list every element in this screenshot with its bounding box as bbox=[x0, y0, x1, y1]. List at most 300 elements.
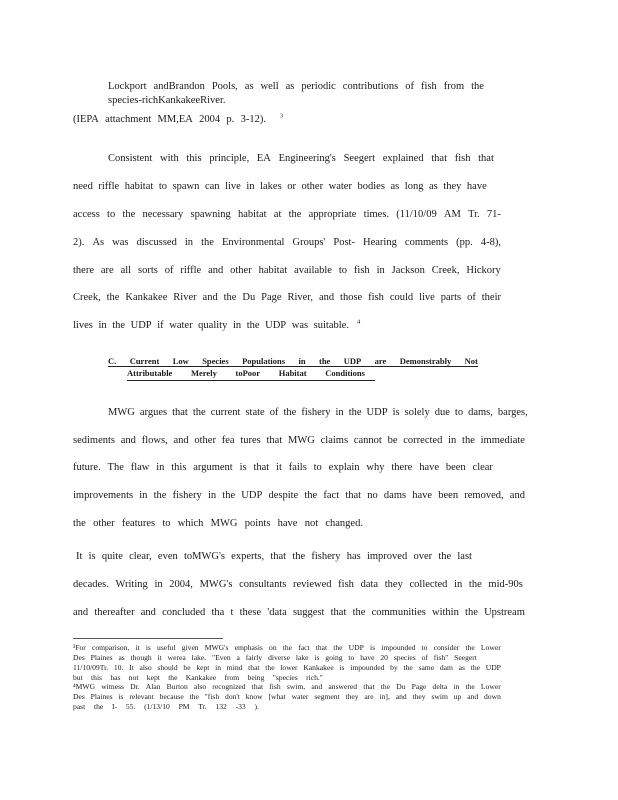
footnote-line bbox=[73, 643, 501, 652]
word: of bbox=[421, 653, 428, 662]
word: fish bbox=[338, 579, 354, 590]
word: is bbox=[88, 551, 96, 562]
text-line bbox=[108, 94, 484, 108]
word: cannot bbox=[353, 435, 382, 446]
word: "fish bbox=[204, 692, 220, 701]
word: at bbox=[273, 209, 282, 220]
word: toMWG's bbox=[183, 551, 225, 562]
word: the bbox=[465, 643, 475, 652]
word: that bbox=[251, 682, 264, 691]
word: other bbox=[194, 435, 216, 446]
word: EA bbox=[256, 153, 271, 164]
word: the bbox=[319, 356, 331, 366]
word: fishery bbox=[172, 490, 202, 501]
word: need bbox=[73, 181, 93, 192]
word: It bbox=[129, 663, 134, 672]
word: to bbox=[107, 209, 116, 220]
word: witness bbox=[101, 682, 124, 691]
word: Merely bbox=[191, 368, 217, 378]
word: fairly bbox=[245, 653, 263, 662]
word: appropriate bbox=[308, 209, 357, 220]
word: Du bbox=[242, 292, 256, 303]
footnote-line bbox=[73, 702, 259, 711]
word: 55. bbox=[125, 702, 136, 711]
word: kept bbox=[146, 673, 160, 682]
text-line bbox=[73, 606, 525, 620]
word: the bbox=[112, 320, 126, 331]
word: in bbox=[335, 407, 344, 418]
word: are bbox=[100, 265, 114, 276]
word: The bbox=[107, 462, 124, 473]
word: in bbox=[154, 579, 163, 590]
word: Populations bbox=[242, 356, 286, 366]
word: current bbox=[210, 407, 241, 418]
word: clear bbox=[472, 462, 493, 473]
word: the bbox=[333, 643, 343, 652]
word: MWG bbox=[288, 435, 315, 446]
word: and bbox=[173, 435, 189, 446]
word: which bbox=[177, 518, 204, 529]
word: fact bbox=[298, 643, 310, 652]
word: Upstream bbox=[484, 607, 525, 618]
word: MM,EA bbox=[157, 114, 193, 125]
word: this bbox=[186, 153, 202, 164]
word: the bbox=[438, 551, 452, 562]
word: and bbox=[509, 490, 525, 501]
heading-underline bbox=[127, 380, 375, 381]
word: in bbox=[448, 435, 457, 446]
word: the bbox=[470, 663, 480, 672]
word: sediments bbox=[73, 435, 115, 446]
word: mind bbox=[226, 663, 243, 672]
word: been bbox=[445, 462, 466, 473]
word: 20 bbox=[380, 653, 388, 662]
word: the bbox=[246, 320, 260, 331]
word: quality bbox=[198, 320, 228, 331]
word: fish bbox=[454, 153, 471, 164]
word: fishery bbox=[311, 551, 341, 562]
word: have bbox=[419, 462, 440, 473]
word: and bbox=[318, 292, 335, 303]
word: be bbox=[387, 435, 398, 446]
word: to bbox=[338, 265, 348, 276]
word: flows, bbox=[141, 435, 168, 446]
word: Tr. bbox=[198, 702, 207, 711]
word: explain bbox=[328, 462, 360, 473]
word: this bbox=[91, 673, 103, 682]
word: - bbox=[138, 95, 142, 106]
word: MWG's bbox=[204, 643, 229, 652]
word: Engineering's bbox=[278, 153, 336, 164]
word: the bbox=[471, 81, 484, 92]
text-line bbox=[108, 80, 484, 94]
word: the bbox=[222, 490, 236, 501]
word: Environmental bbox=[222, 237, 285, 248]
word: Conditions bbox=[325, 368, 365, 378]
text-line bbox=[73, 578, 523, 592]
word: Plaines bbox=[90, 653, 113, 662]
word: is bbox=[145, 643, 151, 652]
word: due bbox=[434, 407, 450, 418]
word: is bbox=[314, 653, 320, 662]
word: riffle bbox=[98, 181, 120, 192]
text-line bbox=[73, 291, 501, 305]
word: that bbox=[345, 490, 362, 501]
word: know bbox=[245, 692, 263, 701]
word: 71- bbox=[486, 209, 501, 220]
word: of bbox=[164, 265, 174, 276]
word: MWG bbox=[108, 407, 135, 418]
word: Kankakee bbox=[303, 663, 334, 672]
word: up bbox=[453, 692, 462, 701]
word: the bbox=[282, 643, 293, 652]
word: UDP bbox=[343, 356, 362, 366]
word: and bbox=[140, 607, 156, 618]
word: suitable. bbox=[313, 320, 349, 331]
word: Seegert bbox=[343, 153, 376, 164]
word: of bbox=[269, 407, 279, 418]
word: as bbox=[458, 663, 465, 672]
word: suggest bbox=[292, 607, 325, 618]
word: is bbox=[370, 643, 376, 652]
word: in bbox=[98, 320, 107, 331]
word: by bbox=[390, 663, 398, 672]
heading-line bbox=[108, 367, 365, 379]
word: going bbox=[325, 653, 343, 662]
word: segment bbox=[314, 692, 340, 701]
word: UDP bbox=[366, 407, 388, 418]
word: the bbox=[73, 518, 86, 529]
word: been bbox=[438, 490, 459, 501]
word: explained bbox=[382, 153, 424, 164]
word: within bbox=[432, 607, 459, 618]
word: on bbox=[269, 643, 277, 652]
word: riffle bbox=[180, 265, 202, 276]
word: barges, bbox=[497, 407, 528, 418]
word: clear, bbox=[129, 551, 152, 562]
word: immediate bbox=[480, 435, 525, 446]
word: from bbox=[224, 673, 240, 682]
word: and bbox=[467, 692, 479, 701]
word: Groups' bbox=[292, 237, 326, 248]
word: Lower bbox=[480, 643, 501, 652]
word: changed. bbox=[325, 518, 363, 529]
word: Lower bbox=[480, 682, 501, 691]
word: down bbox=[484, 692, 501, 701]
word: Burton bbox=[166, 682, 188, 691]
word: tures bbox=[240, 435, 261, 446]
word: delta bbox=[432, 682, 448, 691]
word: 11/10/09Tr. bbox=[73, 663, 109, 672]
word: andBrandon bbox=[153, 81, 205, 92]
word: of bbox=[467, 292, 476, 303]
word: Pools, bbox=[211, 81, 238, 92]
word: UDP bbox=[265, 320, 287, 331]
word: also bbox=[193, 682, 207, 691]
word: emphasis bbox=[234, 643, 263, 652]
word: is bbox=[339, 663, 345, 672]
word: Seegert bbox=[454, 653, 477, 662]
word: habitat bbox=[124, 181, 154, 192]
citation-line bbox=[73, 113, 293, 127]
word: lower bbox=[280, 663, 298, 672]
word: to bbox=[313, 462, 322, 473]
word: lakes bbox=[260, 181, 282, 192]
word: Plaines bbox=[90, 692, 113, 701]
word: answered bbox=[328, 682, 358, 691]
word: MWG bbox=[210, 518, 238, 529]
word: in bbox=[298, 356, 306, 366]
word: ). bbox=[254, 702, 259, 711]
word: they bbox=[384, 579, 403, 590]
word: Dr. bbox=[130, 682, 140, 691]
word: communities bbox=[371, 607, 426, 618]
word: dam bbox=[439, 663, 453, 672]
word: other bbox=[301, 181, 324, 192]
word: because bbox=[159, 692, 184, 701]
word: they bbox=[412, 692, 426, 701]
text-line bbox=[73, 434, 525, 448]
word: [what bbox=[268, 692, 286, 701]
word: principle, bbox=[209, 153, 250, 164]
word: Tr. bbox=[468, 209, 480, 220]
word: fish bbox=[353, 265, 370, 276]
word: (pp. bbox=[456, 237, 473, 248]
word: the bbox=[168, 673, 178, 682]
text-line bbox=[73, 319, 373, 333]
word: the bbox=[265, 663, 275, 672]
word: the bbox=[201, 237, 214, 248]
word: it bbox=[157, 653, 162, 662]
word: there bbox=[73, 265, 94, 276]
word: 132 bbox=[215, 702, 227, 711]
word: as bbox=[390, 181, 400, 192]
word: parts bbox=[440, 292, 462, 303]
word: claims bbox=[320, 435, 349, 446]
word: mid-90s bbox=[488, 579, 523, 590]
word: being bbox=[247, 673, 265, 682]
word: Kankakee bbox=[125, 292, 168, 303]
word: quite bbox=[101, 551, 123, 562]
word: but bbox=[73, 673, 83, 682]
word: Habitat bbox=[278, 368, 307, 378]
word: River, bbox=[287, 292, 314, 303]
word: future. bbox=[73, 462, 101, 473]
word: in bbox=[215, 663, 222, 672]
word: a bbox=[236, 653, 240, 662]
word: those bbox=[340, 292, 363, 303]
word: UDP bbox=[241, 490, 263, 501]
word: given bbox=[181, 643, 199, 652]
word: "species bbox=[272, 673, 298, 682]
word: fea bbox=[221, 435, 235, 446]
word: can bbox=[204, 181, 220, 192]
footnote-line bbox=[73, 673, 323, 682]
word: other bbox=[93, 518, 115, 529]
word: in bbox=[207, 490, 217, 501]
word: long bbox=[404, 181, 424, 192]
word: UDP bbox=[130, 320, 152, 331]
word: in bbox=[232, 320, 242, 331]
word: they bbox=[443, 181, 462, 192]
word: state bbox=[245, 407, 265, 418]
word: to bbox=[162, 518, 171, 529]
word: other bbox=[230, 265, 252, 276]
word: water bbox=[328, 181, 352, 192]
word: fish bbox=[420, 81, 437, 92]
text-line bbox=[73, 180, 487, 194]
word: toPoor bbox=[235, 368, 261, 378]
word: that bbox=[253, 462, 270, 473]
word: kept bbox=[196, 663, 210, 672]
word: periodic bbox=[301, 81, 336, 92]
word: over bbox=[413, 551, 433, 562]
word: fails bbox=[288, 462, 307, 473]
word: Page bbox=[261, 292, 282, 303]
word: has bbox=[346, 551, 361, 562]
word: the bbox=[192, 407, 206, 418]
word: (IEPA bbox=[73, 114, 99, 125]
word: despite bbox=[268, 490, 299, 501]
word: improvements bbox=[73, 490, 134, 501]
text-line bbox=[108, 152, 494, 166]
word: could bbox=[389, 292, 414, 303]
word: Alan bbox=[145, 682, 161, 691]
word: consider bbox=[433, 643, 460, 652]
word: that bbox=[248, 663, 260, 672]
word: are bbox=[374, 356, 387, 366]
word: in], bbox=[379, 692, 390, 701]
word: impounded bbox=[350, 663, 385, 672]
word: Demonstrably bbox=[399, 356, 452, 366]
word: fish bbox=[269, 682, 281, 691]
word: the bbox=[153, 490, 167, 501]
word: UDP bbox=[485, 663, 501, 672]
word: impounded bbox=[381, 643, 416, 652]
word: Kankakee bbox=[185, 673, 217, 682]
word: comments bbox=[404, 237, 449, 248]
word: swim, bbox=[286, 682, 306, 691]
word: as bbox=[118, 653, 125, 662]
word: Creek, bbox=[431, 265, 460, 276]
word: is bbox=[392, 407, 400, 418]
word: data bbox=[360, 579, 379, 590]
word: recognized bbox=[212, 682, 246, 691]
word: Des bbox=[73, 692, 85, 701]
word: these bbox=[239, 607, 262, 618]
word: the bbox=[93, 702, 104, 711]
text-line bbox=[76, 550, 472, 564]
word: not bbox=[304, 518, 319, 529]
word: have bbox=[277, 518, 298, 529]
word: why bbox=[366, 462, 385, 473]
word: solely bbox=[404, 407, 430, 418]
word: It bbox=[76, 551, 83, 562]
word: As bbox=[92, 237, 105, 248]
word: well bbox=[260, 81, 279, 92]
word: in bbox=[139, 490, 148, 501]
word: Low bbox=[172, 356, 189, 366]
text-line bbox=[73, 489, 525, 503]
word: Jackson bbox=[391, 265, 425, 276]
word: reviewed bbox=[293, 579, 332, 590]
word: as bbox=[429, 181, 438, 192]
text-line bbox=[73, 461, 493, 475]
footnote-line bbox=[73, 663, 501, 672]
word: in bbox=[453, 682, 460, 691]
word: Kankakee bbox=[158, 95, 201, 106]
word: Creek, bbox=[73, 292, 101, 303]
word: live bbox=[419, 292, 435, 303]
word: (1/13/10 bbox=[144, 702, 170, 711]
word: UDP bbox=[348, 643, 364, 652]
word: 4-8), bbox=[480, 237, 501, 248]
word: Page bbox=[411, 682, 427, 691]
word: argument bbox=[193, 462, 233, 473]
word: in bbox=[376, 265, 385, 276]
word: Attributable bbox=[127, 368, 173, 378]
word: water bbox=[291, 692, 309, 701]
footnote-ref: 3 bbox=[280, 112, 284, 120]
word: that bbox=[266, 435, 283, 446]
word: River. bbox=[200, 95, 226, 106]
word: werea bbox=[167, 653, 186, 662]
word: p. bbox=[226, 114, 235, 125]
word: 2). bbox=[73, 237, 85, 248]
word: even bbox=[157, 551, 178, 562]
footnote-line bbox=[73, 692, 501, 701]
word: t bbox=[230, 607, 234, 618]
word: Writing bbox=[115, 579, 148, 590]
word: in bbox=[454, 579, 463, 590]
word: and bbox=[395, 692, 407, 701]
word: that bbox=[315, 643, 328, 652]
word: PM bbox=[178, 702, 190, 711]
word: to bbox=[158, 181, 168, 192]
word: comparison, bbox=[91, 643, 130, 652]
text-line bbox=[73, 208, 501, 222]
word: 2004 bbox=[199, 114, 221, 125]
text-line bbox=[73, 517, 363, 531]
word: all bbox=[120, 265, 132, 276]
word: the bbox=[348, 407, 362, 418]
footnote-ref: 4 bbox=[357, 318, 361, 326]
word: there bbox=[391, 462, 413, 473]
word: swim bbox=[431, 692, 448, 701]
word: and bbox=[311, 682, 323, 691]
word: has bbox=[110, 673, 121, 682]
word: is bbox=[118, 692, 124, 701]
word: from bbox=[443, 81, 465, 92]
word: live bbox=[225, 181, 241, 192]
word: same bbox=[418, 663, 435, 672]
word: sorts bbox=[138, 265, 158, 276]
word: that bbox=[172, 407, 188, 418]
word: have bbox=[466, 181, 487, 192]
word: ³For bbox=[73, 643, 86, 652]
word: 10. bbox=[113, 663, 124, 672]
word: fish bbox=[368, 292, 384, 303]
word: past bbox=[73, 702, 86, 711]
word: was bbox=[112, 237, 129, 248]
word: available bbox=[294, 265, 332, 276]
word: it bbox=[276, 462, 282, 473]
word: River bbox=[173, 292, 197, 303]
word: species bbox=[393, 653, 416, 662]
word: as bbox=[285, 81, 295, 92]
word: their bbox=[481, 292, 501, 303]
word: Species bbox=[202, 356, 229, 366]
